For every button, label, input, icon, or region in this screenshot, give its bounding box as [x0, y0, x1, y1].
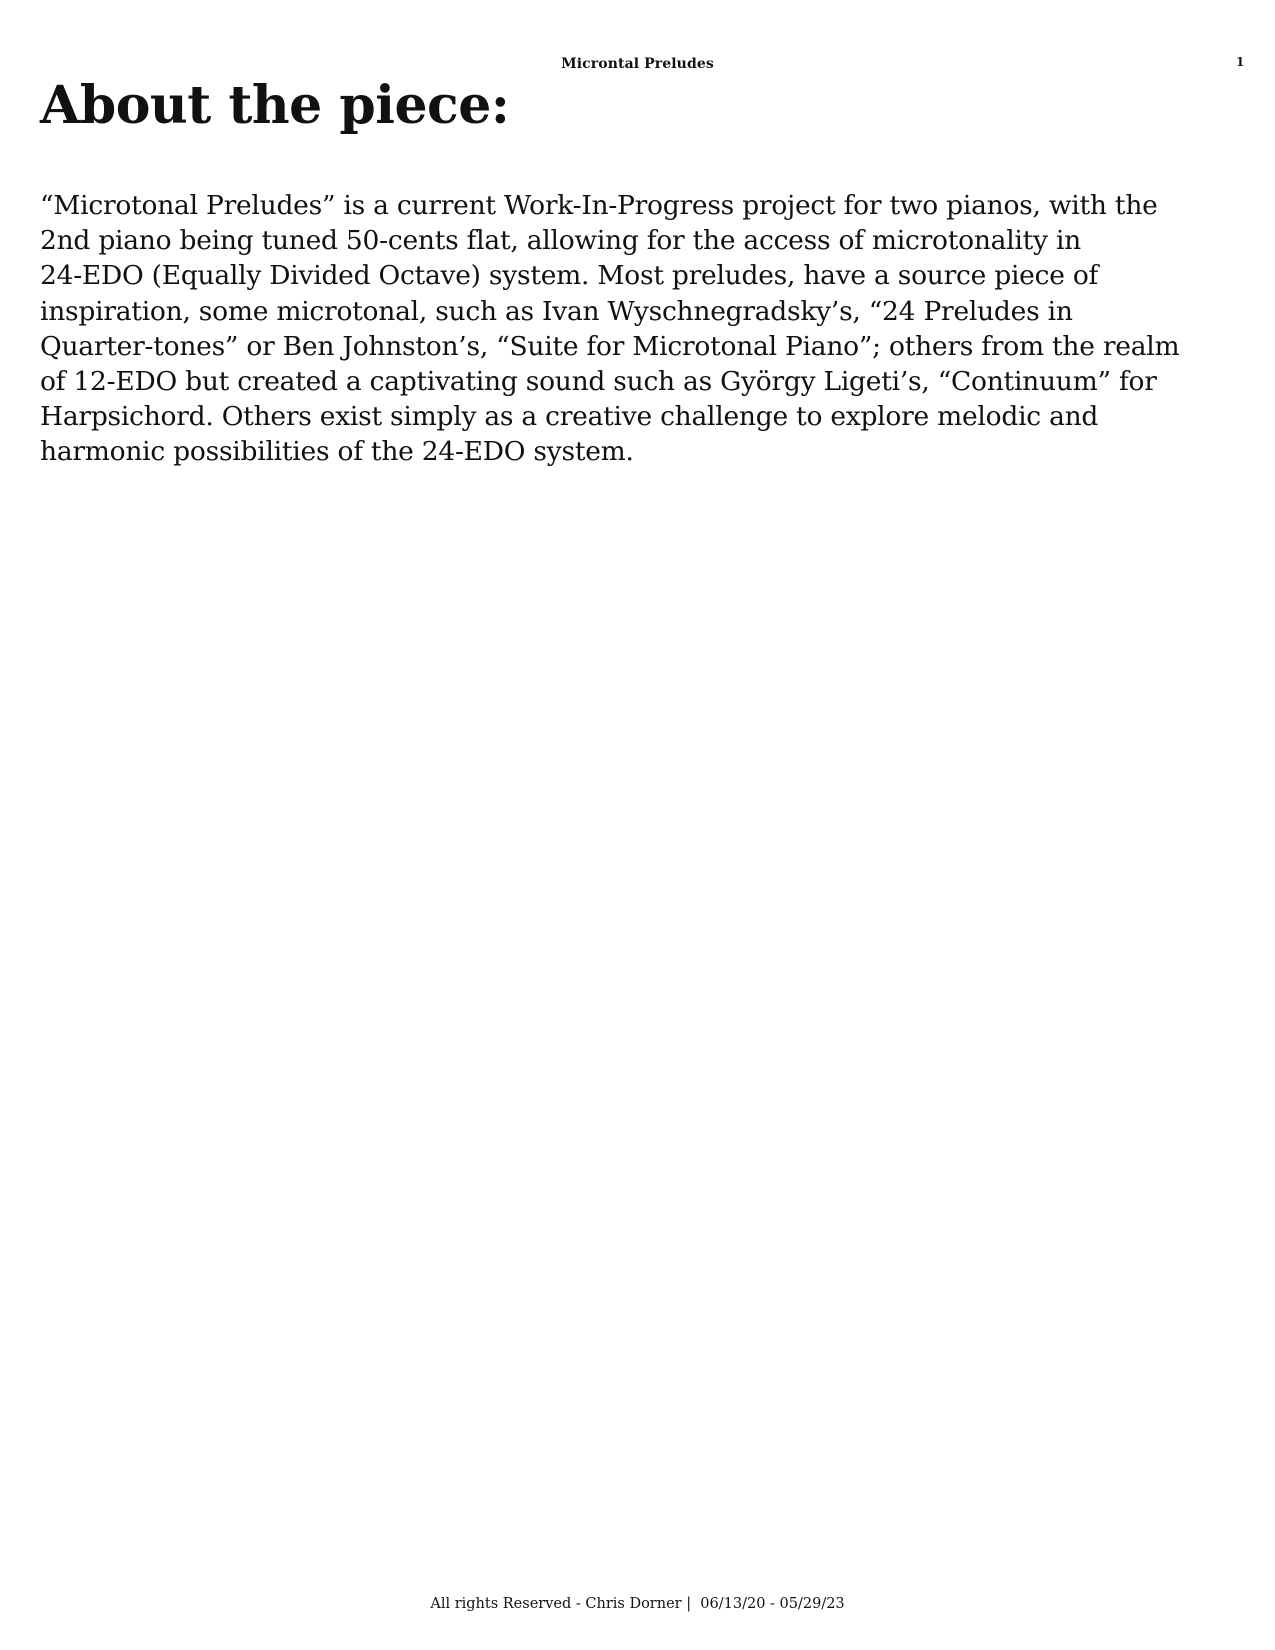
paragraph-line: “Microtonal Preludes” is a current Work-In-Progress project for two pianos, with the — [40, 190, 1158, 221]
paragraph-line: 2nd piano being tuned 50-cents flat, allowing for the access of microtonality in — [40, 225, 1081, 257]
paragraph-line: 24-EDO (Equally Divided Octave) system. Most preludes, have a source piece of — [40, 260, 1099, 292]
footer-copyright: All rights Reserved - Chris Dorner | 06/13/20 - 05/29/23 — [430, 1596, 845, 1612]
body-paragraph — [40, 188, 1240, 470]
paragraph-line: inspiration, some microtonal, such as Ivan Wyschnegradsky’s, “24 Preludes in — [40, 295, 1073, 327]
paragraph-line: Harpsichord. Others exist simply as a creative challenge to explore melodic and — [40, 401, 1099, 433]
paragraph-line: of 12-EDO but created a captivating sound such as György Ligeti’s, “Continuum” for — [40, 366, 1157, 398]
running-header-title: Microntal Preludes — [561, 56, 714, 72]
paragraph-line: harmonic possibilities of the 24-EDO system. — [40, 436, 634, 468]
section-heading: About the piece: — [40, 75, 510, 136]
page-number: 1 — [1236, 55, 1245, 69]
paragraph-line: Quarter-tones” or Ben Johnston’s, “Suite for Microtonal Piano”; others from the realm — [40, 330, 1180, 362]
